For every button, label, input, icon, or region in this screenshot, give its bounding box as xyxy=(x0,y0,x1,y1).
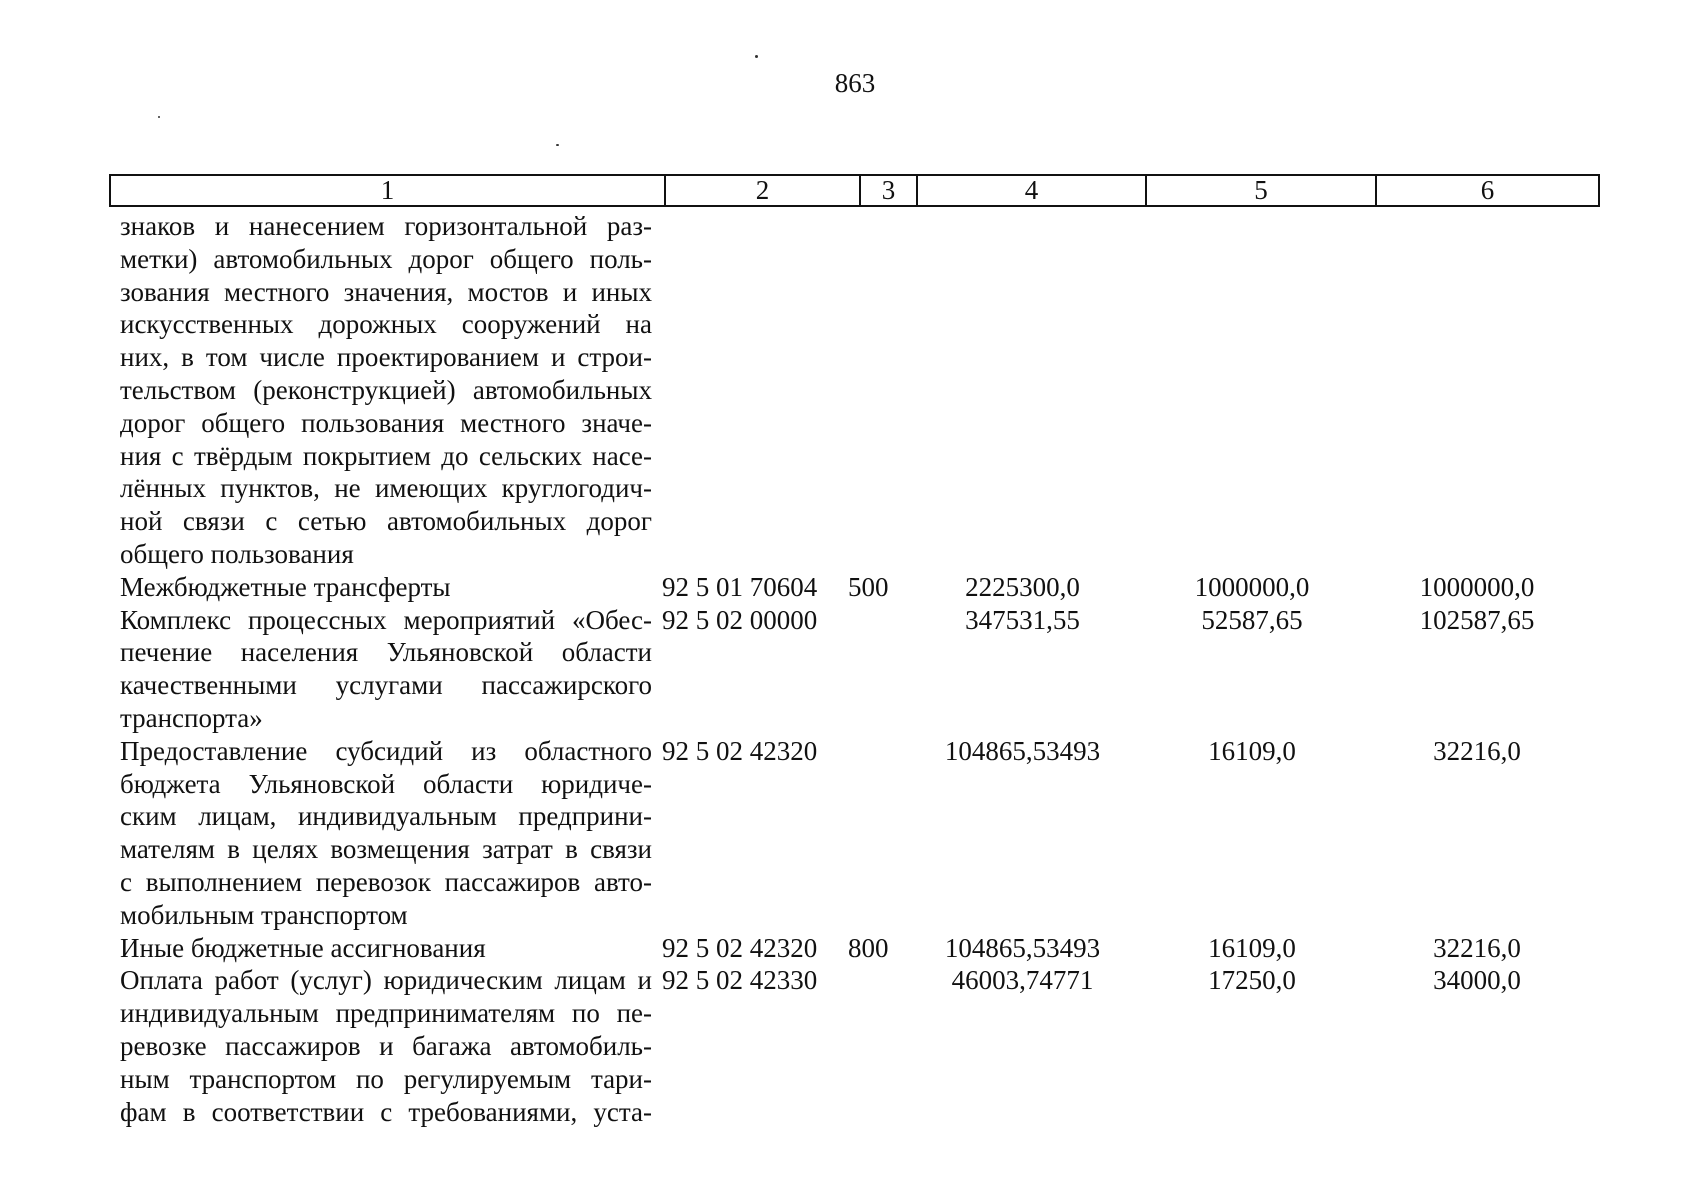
row-value-5: 17250,0 xyxy=(1208,965,1296,996)
row-value-4: 347531,55 xyxy=(965,604,1080,635)
row-value-5: 16109,0 xyxy=(1208,735,1296,766)
row-value-6: 102587,65 xyxy=(1419,604,1535,635)
row-type xyxy=(848,964,908,1128)
row-value-6: 32216,0 xyxy=(1433,932,1521,963)
row-value-4: 104865,53493 xyxy=(944,932,1101,963)
row-code: 92 5 02 42320 xyxy=(662,932,818,963)
row-value-4: 104865,53493 xyxy=(944,735,1101,766)
row-name-line: общего пользования xyxy=(120,538,354,569)
table-row xyxy=(120,210,1600,571)
row-name-line: зования местного значения, мостов и иных xyxy=(120,276,652,307)
row-value-5: 52587,65 xyxy=(1201,604,1303,635)
row-name xyxy=(120,735,652,932)
row-name-line: дорог общего пользования местного значе- xyxy=(120,407,652,438)
row-name-line: мобильным транспортом xyxy=(120,899,408,930)
row-name-line: тельством (реконструкцией) автомобильных xyxy=(120,374,652,405)
row-name xyxy=(120,604,652,735)
row-type xyxy=(848,604,908,735)
row-value-6: 1000000,0 xyxy=(1419,571,1535,602)
row-name xyxy=(120,964,652,1128)
row-code: 92 5 02 42320 xyxy=(662,735,818,766)
row-value-5: 16109,0 xyxy=(1208,932,1296,963)
row-name-line: них, в том числе проектированием и строи- xyxy=(120,342,652,373)
column-header-6: 6 xyxy=(1480,175,1495,205)
row-value-4: 46003,74771 xyxy=(951,965,1094,996)
row-name-line: ским лицам, индивидуальным предприни- xyxy=(120,801,652,832)
row-name-line: знаков и нанесением горизонтальной раз- xyxy=(120,211,652,241)
row-value-6 xyxy=(1367,210,1587,571)
row-name-line: мателям в целях возмещения затрат в связи xyxy=(120,834,652,865)
row-name-line: метки) автомобильных дорог общего поль- xyxy=(120,243,652,274)
row-code: 92 5 02 00000 xyxy=(662,604,818,635)
row-type xyxy=(848,210,908,571)
column-header-4: 4 xyxy=(918,176,1147,205)
row-value-6: 32216,0 xyxy=(1433,735,1521,766)
row-name-line: ревозке пассажиров и багажа автомобиль- xyxy=(120,1030,652,1061)
row-value-4: 2225300,0 xyxy=(965,571,1080,602)
row-name xyxy=(120,571,652,604)
scan-speck xyxy=(158,116,160,118)
row-code: 92 5 01 70604 xyxy=(662,571,818,602)
scan-speck xyxy=(556,144,559,146)
table-row xyxy=(120,571,1600,604)
row-name-line: индивидуальным предпринимателям по пе- xyxy=(120,998,652,1029)
row-name-line: печение населения Ульяновской области xyxy=(120,637,652,668)
column-header-5: 5 xyxy=(1147,176,1377,205)
table-body xyxy=(120,210,1600,1128)
column-header-2: 2 xyxy=(666,176,861,205)
row-name-line: Иные бюджетные ассигнования xyxy=(120,932,486,963)
row-name-line: искусственных дорожных сооружений на xyxy=(120,309,652,340)
page-number: 863 xyxy=(834,68,876,98)
row-name xyxy=(120,932,652,965)
row-name-line: с выполнением перевозок пассажиров авто- xyxy=(120,866,652,897)
column-header-1: 1 xyxy=(111,176,666,205)
row-type: 500 xyxy=(848,571,889,602)
row-code xyxy=(662,210,848,571)
row-value-6: 34000,0 xyxy=(1433,965,1521,996)
row-value-5 xyxy=(1137,210,1367,571)
row-code: 92 5 02 42330 xyxy=(662,965,818,996)
row-name-line: лённых пунктов, не имеющих круглогодич- xyxy=(120,473,652,504)
row-name-line: Предоставление субсидий из областного xyxy=(120,735,652,766)
row-name-line: Межбюджетные трансферты xyxy=(120,571,451,602)
row-name-line: фам в соответствии с требованиями, уста- xyxy=(120,1096,652,1127)
row-name-line: транспорта» xyxy=(120,702,263,733)
column-header-3: 3 xyxy=(861,176,918,205)
table-row xyxy=(120,964,1600,1128)
row-type xyxy=(848,735,908,932)
table-row xyxy=(120,932,1600,965)
row-name xyxy=(120,210,652,571)
row-name-line: качественными услугами пассажирского xyxy=(120,670,652,701)
table-row xyxy=(120,604,1600,735)
scan-speck xyxy=(755,55,758,58)
table-row xyxy=(120,735,1600,932)
row-name-line: Комплекс процессных мероприятий «Обес- xyxy=(120,604,652,635)
row-value-4 xyxy=(908,210,1137,571)
row-type: 800 xyxy=(848,932,889,963)
row-value-5: 1000000,0 xyxy=(1194,571,1310,602)
row-name-line: Оплата работ (услуг) юридическим лицам и xyxy=(120,965,652,996)
row-name-line: ным транспортом по регулируемым тари- xyxy=(120,1063,652,1094)
row-name-line: ной связи с сетью автомобильных дорог xyxy=(120,506,652,537)
row-name-line: ния с твёрдым покрытием до сельских насе- xyxy=(120,440,652,471)
row-name-line: бюджета Ульяновской области юридиче- xyxy=(120,768,652,799)
table-header xyxy=(109,174,1600,207)
